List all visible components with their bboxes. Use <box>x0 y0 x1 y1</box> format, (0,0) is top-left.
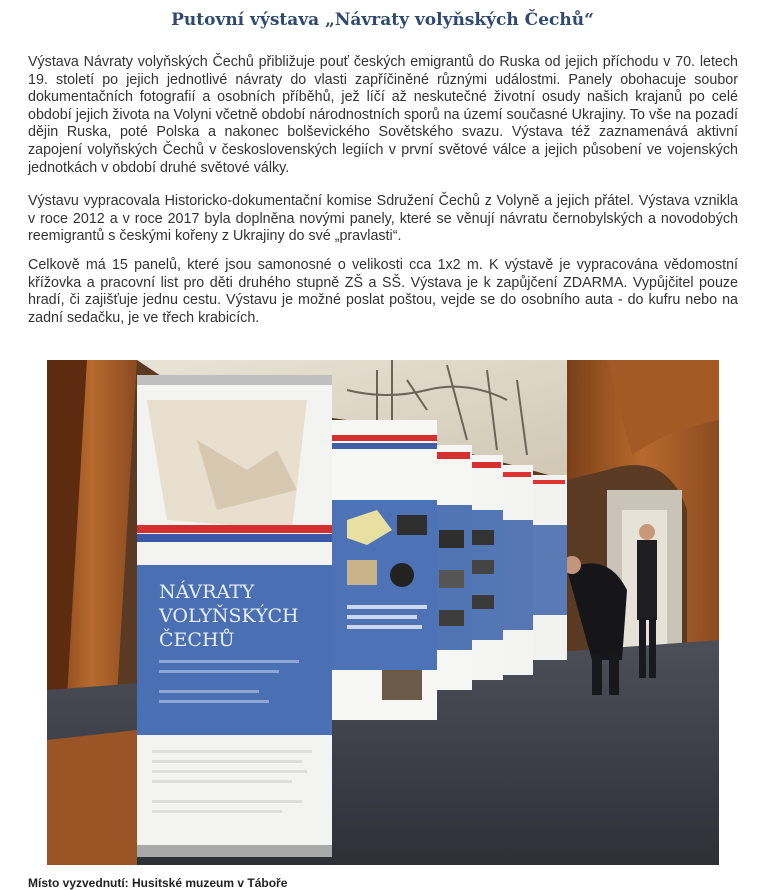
page-title: Putovní výstava „Návraty volyňských Čechů“ <box>171 10 594 30</box>
panel-heading-line1: NÁVRATY <box>159 581 255 603</box>
details-paragraph: Celkově má 15 panelů, které jsou samonosné o velikosti cca 1x2 m. K výstavě je vypracována vědomostní křížovka a pracovní list pro děti druhého stupně ZŠ a SŠ. Výstava je k zapůjčení ZDARMA. Vypůjčitel pouze hradí, či zajišťuje jednu cestu. Výstavu je možné poslat poštou, vejde se do osobního auta - do kufru nebo na zadní sedačku, je ve třech krabicích. <box>28 257 738 326</box>
panel-heading-line2: VOLYŇSKÝCH <box>159 605 299 627</box>
pickup-location-caption: Místo vyzvednutí: Husitské muzeum v Táboře <box>28 876 288 890</box>
exhibition-photo <box>47 360 719 865</box>
intro-paragraph: Výstava Návraty volyňských Čechů přibližuje pouť českých emigrantů do Ruska od jejich příchodu v 70. letech 19. století po jejich jednotlivé návraty do vlasti zapříčiněné různými událostmi. Panely obohacuje soubor dokumentačních fotografií a osobních příběhů, jež líčí až neskutečné životní osudy našich krajanů po celé období jejich života na Volyni včetně období národnostních sporů na území současné Ukrajiny. To vše na pozadí dějin Ruska, poté Polska a nakonec bolševického Sovětského svazu. Výstava též zaznamenává aktivní zapojení volyňských Čechů v československých legiích v první světové válce a jejich působení ve vojenských jednotkách v období druhé světové války. <box>28 54 738 176</box>
panel-heading-line3: ČECHŮ <box>159 629 235 651</box>
authors-paragraph: Výstavu vypracovala Historicko-dokumentační komise Sdružení Čechů z Volyně a jejich přátel. Výstava vznikla v roce 2012 a v roce 2017 byla doplněna novými panely, které se věnují návratu černobylských a novodobých reemigrantů s českými kořeny z Ukrajiny do své „pravlasti“. <box>28 193 738 245</box>
